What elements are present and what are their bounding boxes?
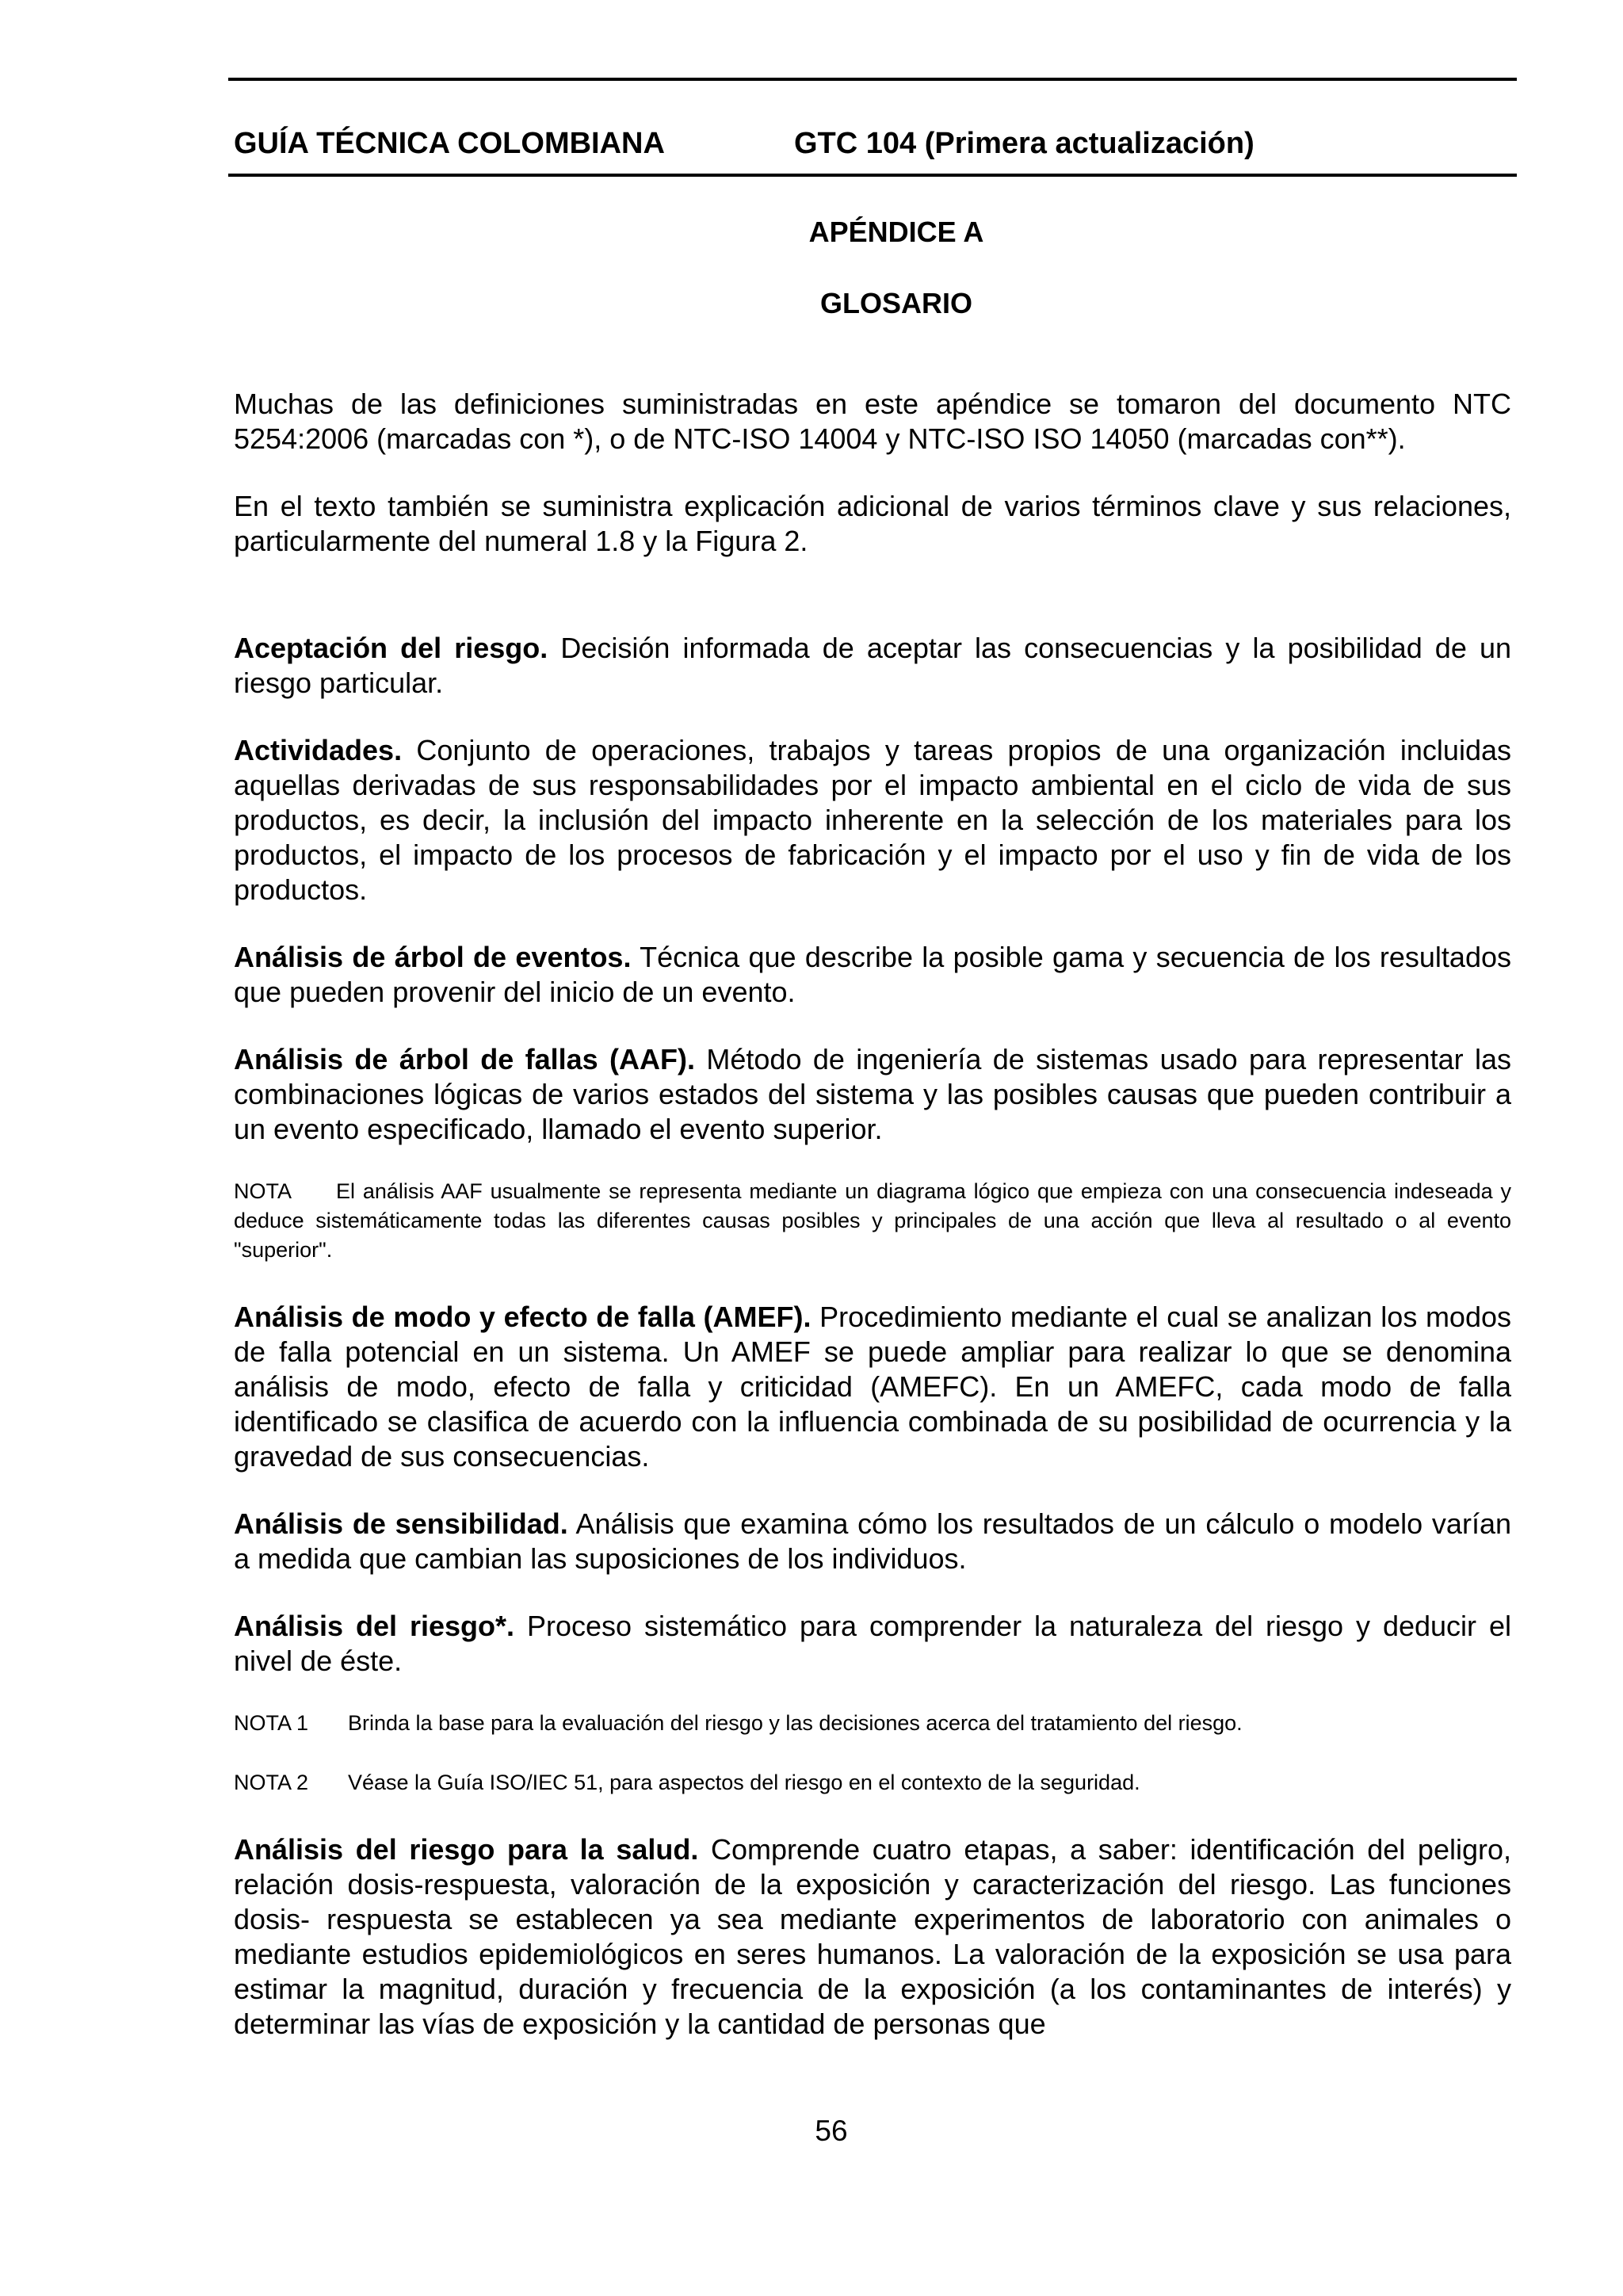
- page-number: 56: [815, 2115, 848, 2147]
- glossary-entry: [234, 1300, 1511, 1474]
- glossary-note: [234, 1177, 1511, 1265]
- glossary-entry: [234, 733, 1511, 907]
- glossary-entry: [234, 940, 1511, 1010]
- glossary-definition: Procedimiento mediante el cual se analizan los modos de falla potencial en un sistema. Un AMEF se puede ampliar para realizar lo que se denomina análisis de modo, efecto de falla y criticidad (AMEFC). En un AMEFC, cada modo de falla identificado se clasifica de acuerdo con la influencia combinada de su posibilidad de ocurrencia y la gravedad de sus consecuencias.: [234, 1301, 1511, 1473]
- glossary-definition: Método de ingeniería de sistemas usado para representar las combinaciones lógicas de varios estados del sistema y las posibles causas que pueden contribuir a un evento especificado, llamado el evento superior.: [234, 1043, 1511, 1145]
- intro-paragraph: Muchas de las definiciones suministradas en este apéndice se tomaron del documento NTC 5254:2006 (marcadas con *), o de NTC-ISO 14004 y NTC-ISO ISO 14050 (marcadas con**).: [234, 388, 1511, 455]
- glossary-entry: [234, 1609, 1511, 1679]
- intro-paragraph: En el texto también se suministra explicación adicional de varios términos clave y sus relaciones, particularmente del numeral 1.8 y la Figura 2.: [234, 490, 1511, 557]
- glossary-term: Análisis del riesgo para la salud.: [234, 1833, 699, 1866]
- note-label: NOTA 1: [234, 1711, 309, 1735]
- glossary-definition: Decisión informada de aceptar las consecuencias y la posibilidad de un riesgo particular.: [234, 632, 1511, 699]
- glossary-note: [234, 1709, 1511, 1738]
- glossary-definition: Técnica que describe la posible gama y secuencia de los resultados que pueden provenir del inicio de un evento.: [234, 941, 1511, 1008]
- note-text: Véase la Guía ISO/IEC 51, para aspectos del riesgo en el contexto de la seguridad.: [348, 1771, 1140, 1794]
- glossary-term: Análisis de sensibilidad.: [234, 1507, 568, 1540]
- header-top-rule: [228, 78, 1517, 81]
- note-text: El análisis AAF usualmente se representa mediante un diagrama lógico que empieza con una consecuencia indeseada y deduce sistemáticamente todas las diferentes causas posibles y principales de una acción que lleva al resultado o al evento "superior".: [234, 1179, 1511, 1262]
- glossary-term: Actividades.: [234, 734, 403, 766]
- glossary-term: Análisis de árbol de fallas (AAF).: [234, 1043, 696, 1075]
- header-standard-name: GUÍA TÉCNICA COLOMBIANA: [234, 127, 665, 160]
- glossary-definition: Proceso sistemático para comprender la naturaleza del riesgo y deducir el nivel de éste.: [234, 1610, 1511, 1677]
- glossary-entry: [234, 1507, 1511, 1576]
- note-text: Brinda la base para la evaluación del riesgo y las decisiones acerca del tratamiento del riesgo.: [348, 1711, 1243, 1735]
- glossary-term: Aceptación del riesgo.: [234, 632, 548, 664]
- glossary-definition: Análisis que examina cómo los resultados de un cálculo o modelo varían a medida que cambian las suposiciones de los individuos.: [234, 1507, 1511, 1575]
- note-label: NOTA: [234, 1179, 292, 1203]
- glossary-term: Análisis de modo y efecto de falla (AMEF).: [234, 1301, 812, 1333]
- glossary-definition: Conjunto de operaciones, trabajos y tareas propios de una organización incluidas aquellas derivadas de sus responsabilidades por el impacto ambiental en el ciclo de vida de sus productos, es decir, la inclusión del impacto inherente en la selección de los materiales para los productos, el impacto de los procesos de fabricación y el impacto por el uso y fin de vida de los productos.: [234, 734, 1511, 906]
- appendix-subtitle: GLOSARIO: [819, 287, 972, 319]
- note-label: NOTA 2: [234, 1771, 309, 1794]
- glossary-body: [234, 387, 1511, 2042]
- glossary-term: Análisis del riesgo*.: [234, 1610, 515, 1642]
- appendix-title: APÉNDICE A: [808, 216, 984, 248]
- glossary-note: [234, 1768, 1511, 1797]
- glossary-entry: [234, 1832, 1511, 2042]
- glossary-term: Análisis de árbol de eventos.: [234, 941, 632, 973]
- header-standard-code: GTC 104 (Primera actualización): [794, 127, 1254, 160]
- glossary-entry: [234, 631, 1511, 701]
- header-bottom-rule: [228, 174, 1517, 177]
- glossary-definition: Comprende cuatro etapas, a saber: identificación del peligro, relación dosis-respuesta, valoración de la exposición y caracterización del riesgo. Las funciones dosis- respuesta se establecen ya sea mediante experimentos de laboratorio con animales o mediante estudios epidemiológicos en seres humanos. La valoración de la exposición se usa para estimar la magnitud, duración y frecuencia de la exposición (a los contaminantes de interés) y determinar las vías de exposición y la cantidad de personas que: [234, 1833, 1512, 2040]
- glossary-entry: [234, 1042, 1511, 1147]
